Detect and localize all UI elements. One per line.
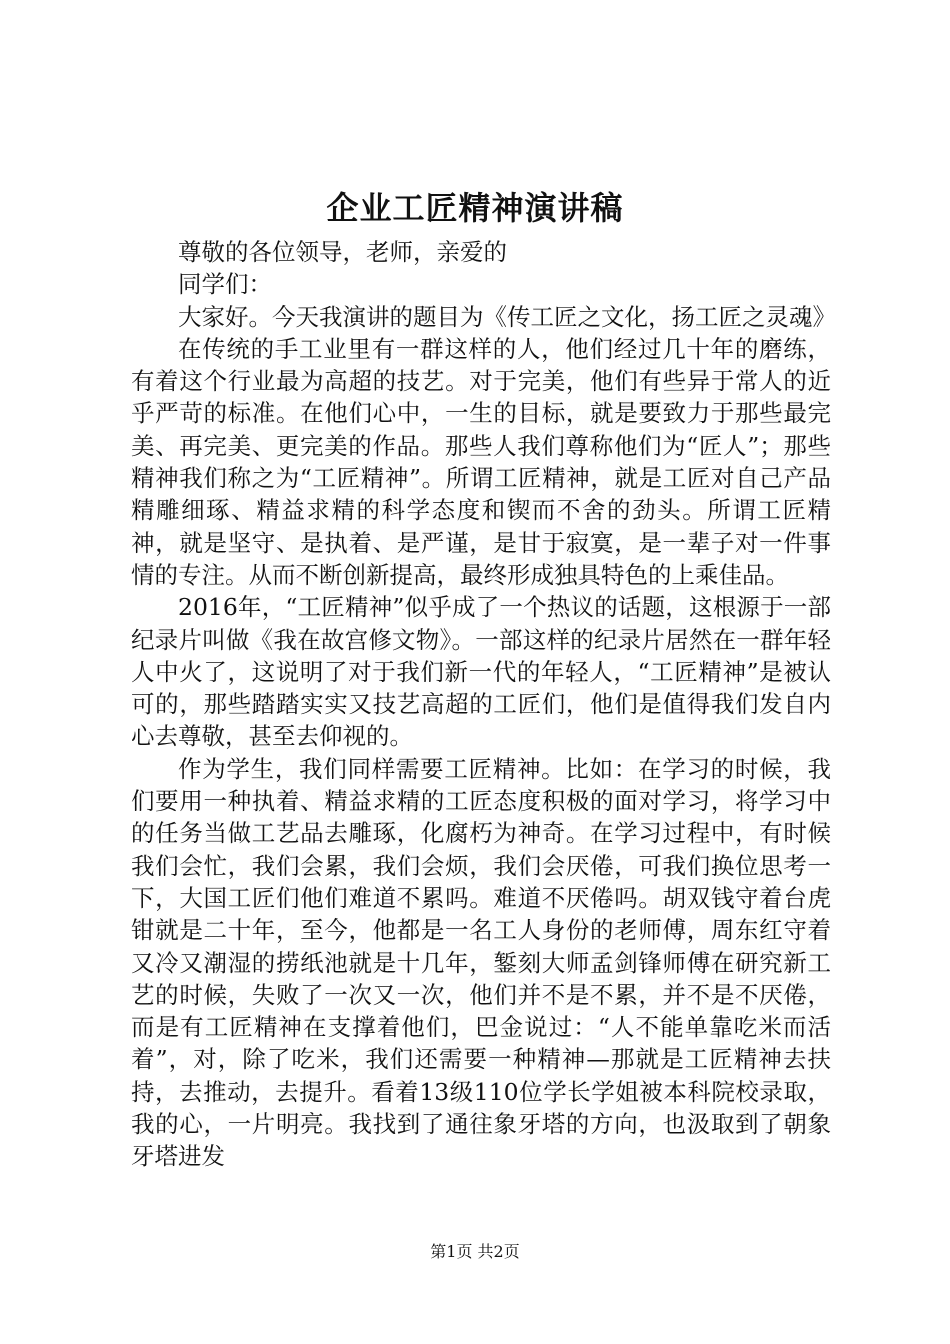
paragraph-students: 作为学生，我们同样需要工匠精神。比如：在学习的时候，我们要用一种执着、精益求精的工匠态度积极的面对学习，将学习中的任务当做工艺品去雕琢，化腐朽为神奇。在学习过程中，有时候我们会忙，我们会累，我们会烦，我们会厌倦，可我们换位思考一下，大国工匠们他们难道不累吗。难道不厌倦吗。胡双钱守着台虎钳就是二十年，至今，他都是一名工人身份的老师傅，周东红守着又冷又潮湿的捞纸池就是十几年，錾刻大师孟剑锋师傅在研究新工艺的时候，失败了一次又一次，他们并不是不累，并不是不厌倦，而是有工匠精神在支撑着他们，巴金说过：“人不能单靠吃米而活着”，对，除了吃米，我们还需要一种精神—那就是工匠精神去扶持，去推动，去提升。看着13级110位学长学姐被本科院校录取，我的心，一片明亮。我找到了通往象牙塔的方向，也汲取到了朝象牙塔进发 (131, 754, 831, 1171)
document-body (131, 236, 836, 1173)
page-footer: 第1页 共2页 (430, 1242, 520, 1261)
document-title: 企业工匠精神演讲稿 (326, 189, 624, 227)
paragraph-greeting: 大家好。今天我演讲的题目为《传工匠之文化，扬工匠之灵魂》 (178, 302, 836, 331)
salutation-line-1: 尊敬的各位领导，老师，亲爱的 (178, 238, 507, 266)
paragraph-craftsman-definition: 在传统的手工业里有一群这样的人，他们经过几十年的磨练，有着这个行业最为高超的技艺。对于完美，他们有些异于常人的近乎严苛的标准。在他们心中，一生的目标，就是要致力于那些最完美、再完美、更完美的作品。那些人我们尊称他们为“匠人”；那些精神我们称之为“工匠精神”。所谓工匠精神，就是工匠对自己产品精雕细琢、精益求精的科学态度和锲而不舍的劲头。所谓工匠精神，就是坚守、是执着、是严谨，是甘于寂寞，是一辈子对一件事情的专注。从而不断创新提高，最终形成独具特色的上乘佳品。 (131, 334, 831, 589)
salutation-line-2: 同学们： (178, 270, 272, 299)
paragraph-documentary: 2016年，“工匠精神”似乎成了一个热议的话题，这根源于一部纪录片叫做《我在故宫修文物》。一部这样的纪录片居然在一群年轻人中火了，这说明了对于我们新一代的年轻人，“工匠精神”是被认可的，那些踏踏实实又技艺高超的工匠们，他们是值得我们发自内心去尊敬，甚至去仰视的。 (131, 593, 831, 751)
